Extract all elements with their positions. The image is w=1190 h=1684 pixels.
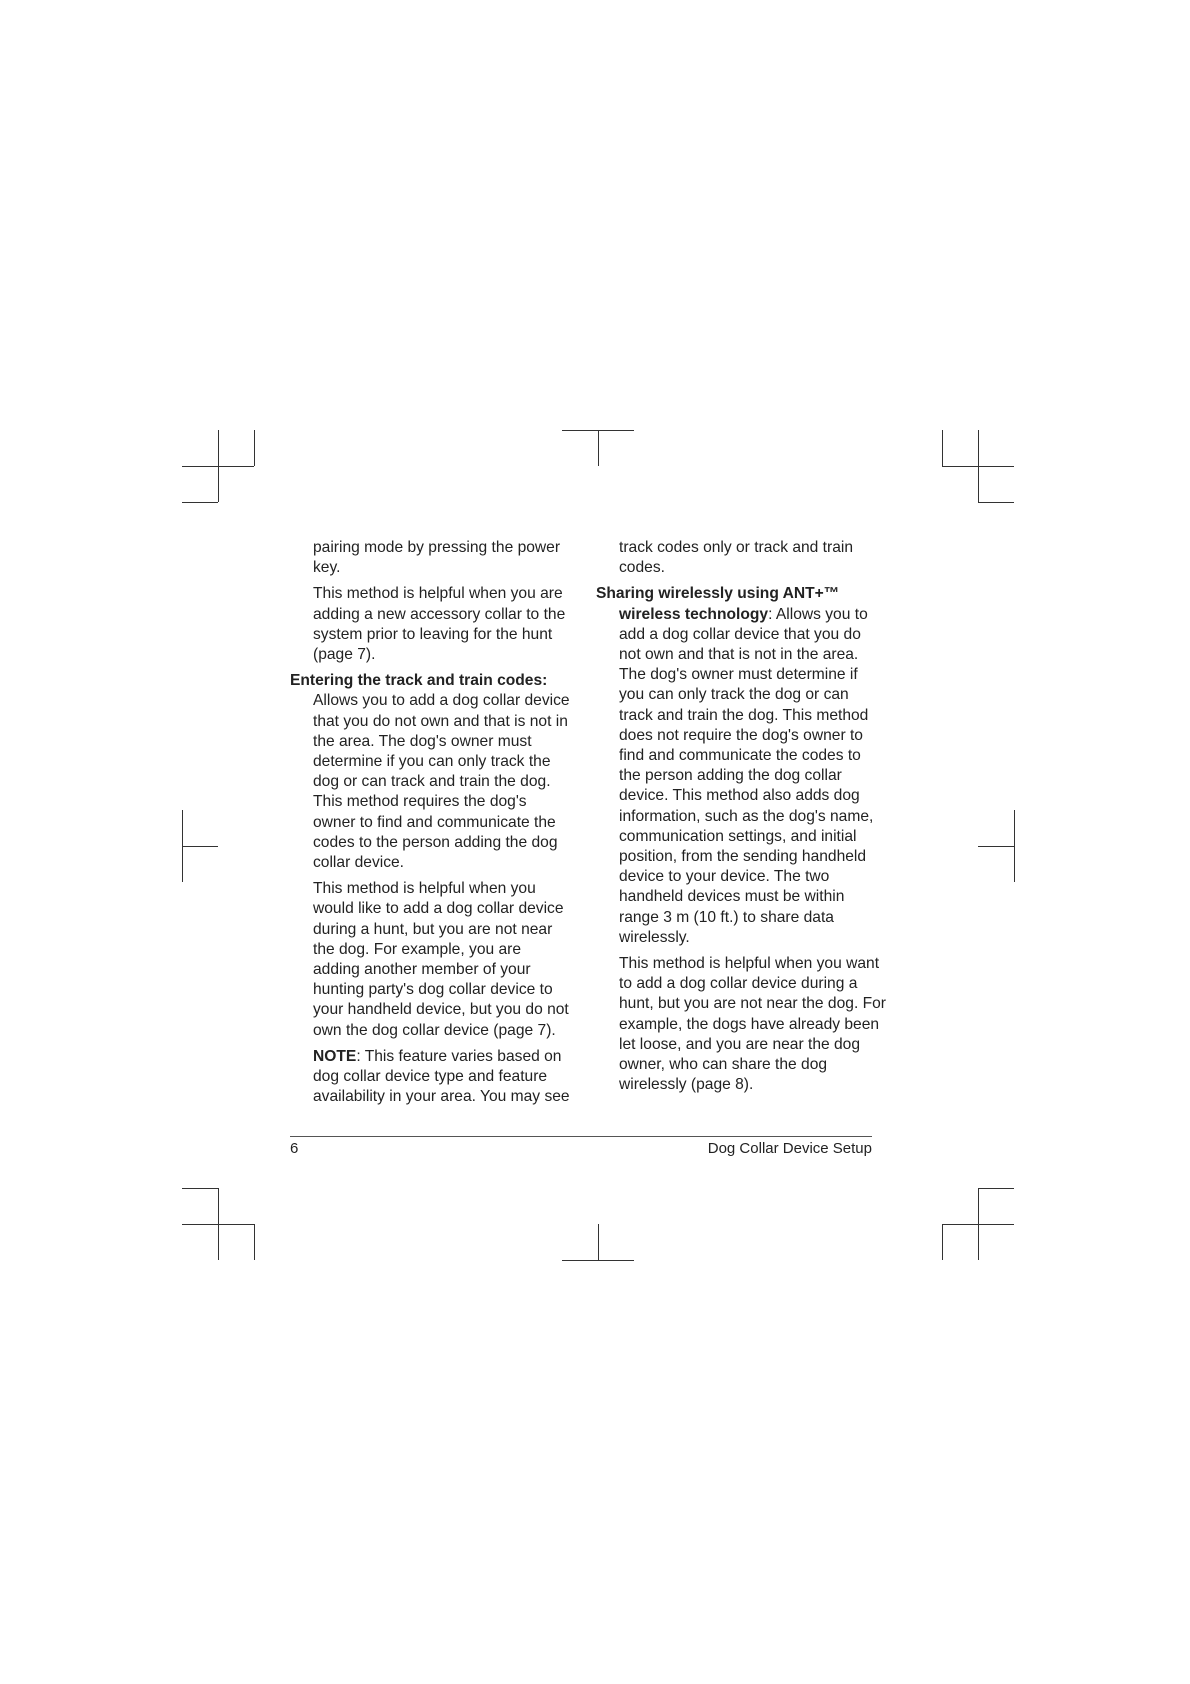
term-body: Allows you to add a dog collar device that you do not own and that is not in the area. The dog's owner must determine if you can only track the dog or can track and train the dog. This method requires the dog's owner to find and communicate the codes to the person adding the dog collar device.	[313, 692, 570, 872]
definition-entry	[290, 671, 570, 873]
crop-mark	[978, 846, 1014, 847]
crop-mark	[182, 466, 254, 467]
crop-mark	[182, 1188, 218, 1189]
page-number: 6	[290, 1140, 299, 1157]
left-column	[290, 538, 570, 1113]
term-body: : Allows you to add a dog collar device that you do not own and that is not in the area. The dog's owner must determine if you can only track the dog or can track and train the dog. This method does not require the dog's owner to find and communicate the codes to the person adding the dog collar device. This method also adds dog information, such as the dog's name, communication settings, and initial position, from the sending handheld device to your device. The two handheld devices must be within range 3 m (10 ft.) to share data wirelessly.	[619, 605, 874, 946]
crop-mark	[254, 1224, 255, 1260]
paragraph: pairing mode by pressing the power key.	[313, 539, 561, 577]
paragraph: This method is helpful when you want to add a dog collar device during a hunt, but you are not near the dog. For example, the dogs have already been let loose, and you are near the dog owner, who can share the dog wirelessly (page 8).	[619, 955, 887, 1094]
section-title: Dog Collar Device Setup	[707, 1140, 872, 1157]
note-label: NOTE	[313, 1047, 357, 1065]
crop-mark	[182, 846, 218, 847]
paragraph: This method is helpful when you are adding a new accessory collar to the system prior to leaving for the hunt (page 7).	[313, 585, 566, 664]
crop-mark	[942, 1224, 943, 1260]
term-title: Entering the track and train codes	[290, 672, 543, 690]
crop-mark	[978, 1188, 979, 1260]
crop-mark	[218, 1188, 219, 1260]
crop-mark	[978, 502, 1014, 503]
crop-mark	[978, 1188, 1014, 1189]
paragraph: This method is helpful when you would like to add a dog collar device during a hunt, but you are not near the dog. For example, you are adding another member of your hunting party's dog collar device to your handheld device, but you do not own the dog collar device (page 7).	[313, 880, 569, 1039]
crop-mark	[598, 1224, 599, 1260]
note-body: : This feature varies based on dog collar device type and feature availability in your area. You may see	[313, 1047, 570, 1106]
crop-mark	[1014, 810, 1015, 882]
crop-mark	[942, 430, 943, 466]
crop-mark	[254, 430, 255, 466]
footer-divider	[290, 1136, 872, 1137]
crop-mark	[562, 1260, 634, 1261]
paragraph: track codes only or track and train codes.	[619, 539, 854, 577]
note	[313, 1047, 570, 1108]
term-separator: :	[542, 672, 548, 690]
right-column	[596, 538, 886, 1101]
definition-entry	[596, 584, 886, 948]
crop-mark	[942, 466, 1014, 467]
crop-mark	[182, 502, 218, 503]
crop-mark	[598, 430, 599, 466]
term-title: Sharing wirelessly using ANT+™ wireless technology	[596, 585, 840, 623]
